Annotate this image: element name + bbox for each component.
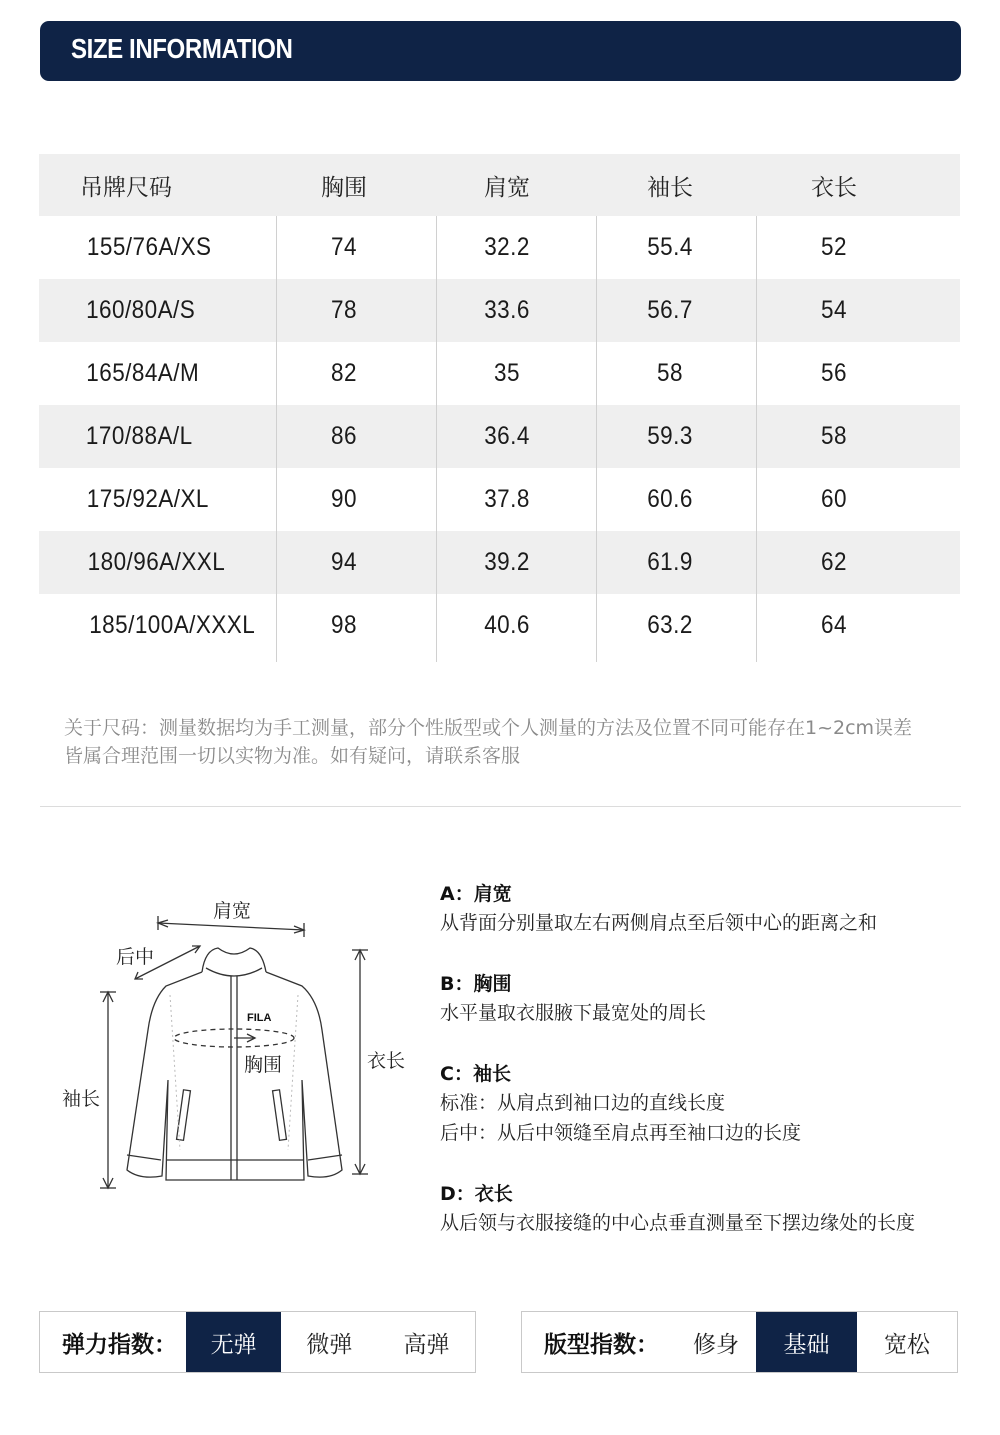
column-divider [276, 216, 277, 662]
length-cell: 52 [821, 233, 847, 261]
shoulder-cell: 40.6 [484, 611, 530, 639]
back-center-label: 后中 [116, 946, 155, 968]
sleeve-cell: 60.6 [647, 485, 693, 513]
size-note [64, 714, 964, 770]
measure-desc-text: 标准：从肩点到袖口边的直线长度 [440, 1092, 726, 1114]
shoulder-cell: 35 [494, 359, 520, 387]
size-cell: 175/92A/XL [86, 485, 209, 513]
shoulder-label: 肩宽 [213, 900, 252, 922]
sleeve-cell: 58 [657, 359, 683, 387]
jacket-illustration [40, 880, 420, 1220]
length-cell: 62 [821, 548, 847, 576]
measure-desc-text: 从背面分别量取左右两侧肩点至后领中心的距离之和 [440, 912, 878, 934]
fit-option-slim: 修身 [693, 1331, 739, 1358]
length-cell: 58 [821, 422, 847, 450]
measure-desc-sleeve [440, 1060, 980, 1148]
column-header-shoulder: 肩宽 [484, 174, 530, 201]
sleeve-cell: 63.2 [647, 611, 693, 639]
column-divider [436, 216, 437, 662]
shoulder-cell: 36.4 [484, 422, 530, 450]
sleeve-label: 袖长 [62, 1088, 101, 1110]
measure-desc-title: A：肩宽 [440, 883, 512, 905]
table-header-row [39, 154, 960, 216]
measure-desc-text: 水平量取衣服腋下最宽处的周长 [440, 1002, 707, 1024]
jacket-measurement-diagram [40, 880, 420, 1220]
elasticity-index [39, 1311, 476, 1373]
length-cell: 64 [821, 611, 847, 639]
size-cell: 165/84A/M [86, 359, 200, 387]
measure-desc-title: C：袖长 [440, 1063, 511, 1085]
measure-desc-text: 后中：从后中领缝至肩点再至袖口边的长度 [440, 1122, 802, 1144]
note-line-2: 皆属合理范围一切以实物为准。如有疑问，请联系客服 [64, 745, 521, 767]
length-cell: 60 [821, 485, 847, 513]
column-header-sleeve: 袖长 [647, 174, 693, 201]
sleeve-cell: 56.7 [647, 296, 693, 324]
chest-cell: 90 [331, 485, 357, 513]
elasticity-option-slight: 微弹 [306, 1331, 353, 1358]
chest-cell: 94 [331, 548, 357, 576]
shoulder-cell: 37.8 [484, 485, 530, 513]
shoulder-cell: 32.2 [484, 233, 530, 261]
sleeve-cell: 61.9 [647, 548, 693, 576]
table-row [39, 405, 960, 468]
length-cell: 56 [821, 359, 847, 387]
fit-option-regular: 基础 [756, 1312, 857, 1372]
chest-cell: 98 [331, 611, 357, 639]
measure-desc-text: 从后领与衣服接缝的中心点垂直测量至下摆边缘处的长度 [440, 1212, 916, 1234]
elasticity-label: 弹力指数： [62, 1331, 177, 1358]
column-divider [596, 216, 597, 662]
header-bar [40, 21, 961, 81]
column-divider [756, 216, 757, 662]
column-header-chest: 胸围 [321, 174, 367, 201]
sleeve-cell: 55.4 [647, 233, 693, 261]
page-title: SIZE INFORMATION [71, 33, 293, 64]
measure-desc-title: B：胸围 [440, 973, 512, 995]
table-row [39, 342, 960, 405]
measure-desc-chest [440, 970, 980, 1028]
fit-option-loose: 宽松 [884, 1331, 930, 1358]
length-cell: 54 [821, 296, 847, 324]
fit-index [521, 1311, 958, 1373]
size-table [39, 154, 960, 657]
shoulder-cell: 39.2 [484, 548, 530, 576]
chest-cell: 78 [331, 296, 357, 324]
column-header-size: 吊牌尺码 [80, 174, 172, 201]
chest-cell: 86 [331, 422, 357, 450]
size-cell: 170/88A/L [85, 422, 193, 450]
shoulder-cell: 33.6 [484, 296, 530, 324]
measure-desc-title: D：衣长 [440, 1183, 513, 1205]
size-cell: 155/76A/XS [86, 233, 212, 261]
elasticity-option-none: 无弹 [186, 1312, 280, 1372]
chest-cell: 74 [331, 233, 357, 261]
table-row [39, 531, 960, 594]
section-divider [40, 806, 961, 807]
measure-desc-shoulder [440, 880, 980, 938]
chest-label: 胸围 [244, 1054, 283, 1076]
table-row [39, 216, 960, 279]
column-header-length: 衣长 [811, 174, 857, 201]
note-line-1: 关于尺码：测量数据均为手工测量，部分个性版型或个人测量的方法及位置不同可能存在1~2cm误差 [64, 717, 913, 739]
sleeve-cell: 59.3 [647, 422, 693, 450]
measure-desc-length [440, 1180, 980, 1238]
table-row [39, 279, 960, 342]
fit-label: 版型指数： [544, 1331, 659, 1358]
size-cell: 185/100A/XXXL [89, 611, 256, 639]
brand-logo: FILA [247, 1012, 272, 1024]
elasticity-option-high: 高弹 [403, 1331, 450, 1358]
table-row [39, 594, 960, 657]
length-label: 衣长 [367, 1050, 406, 1072]
chest-cell: 82 [331, 359, 357, 387]
size-cell: 160/80A/S [86, 296, 196, 324]
size-cell: 180/96A/XXL [87, 548, 226, 576]
table-row [39, 468, 960, 531]
